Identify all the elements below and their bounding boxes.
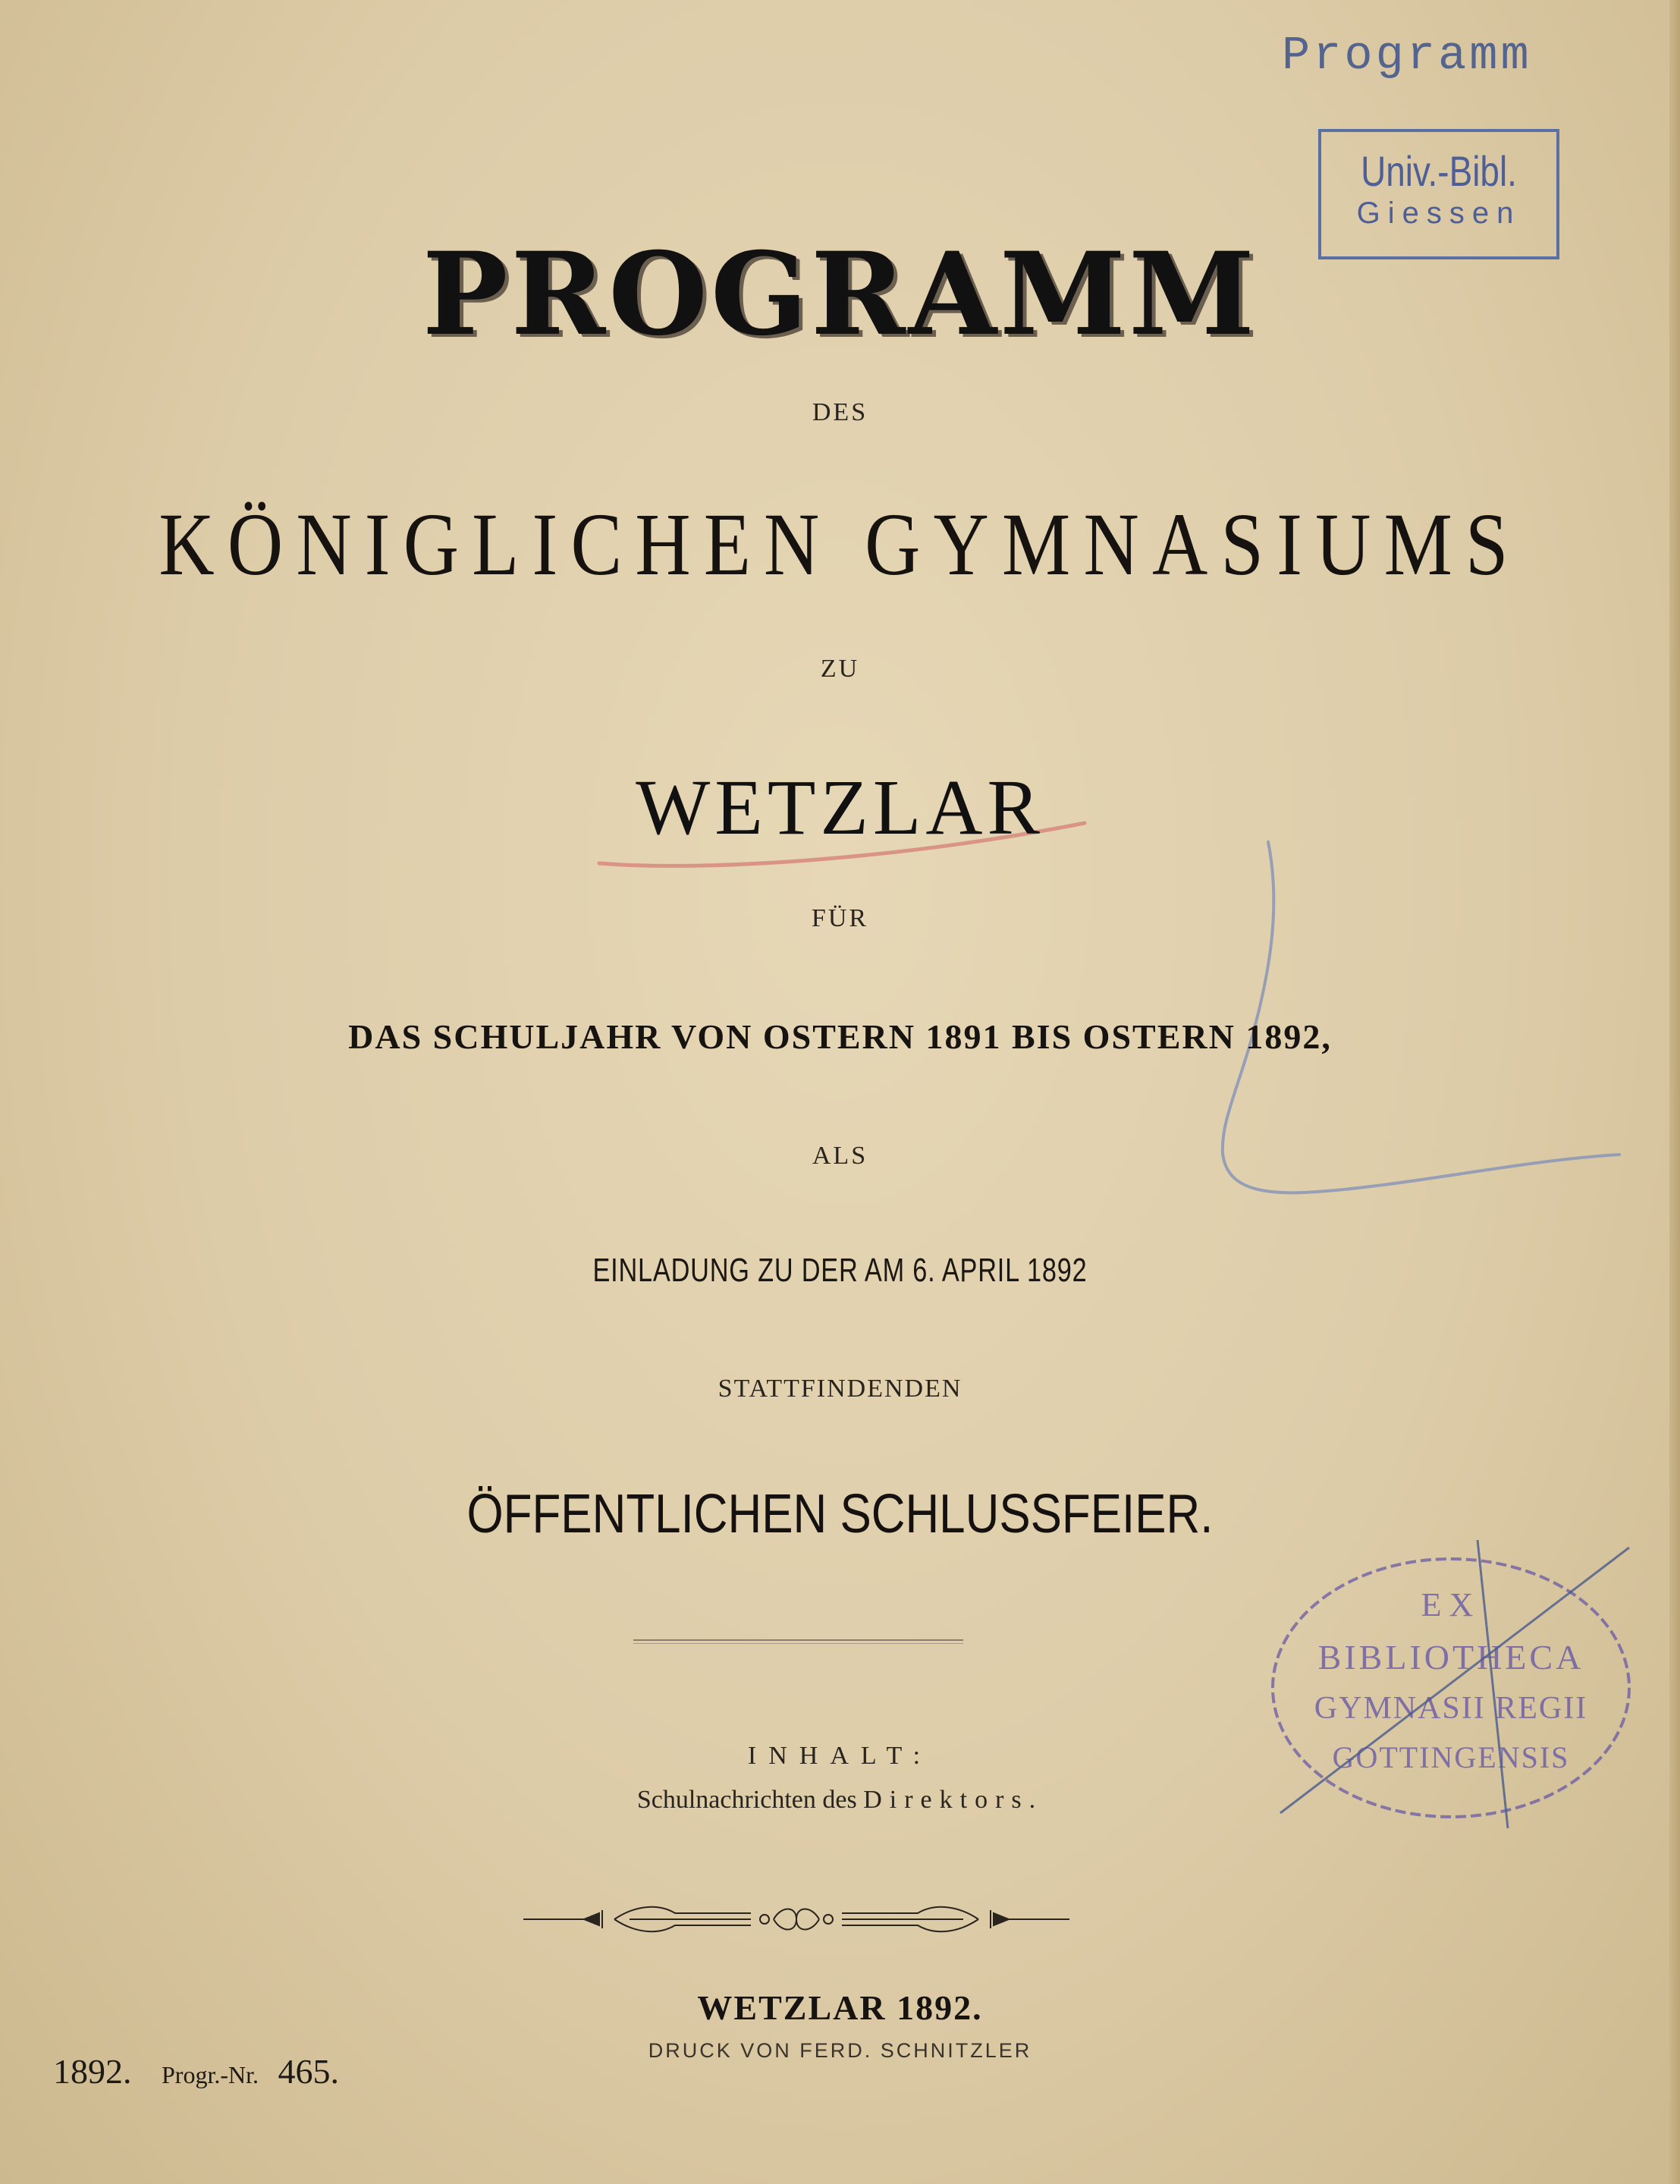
city-name: WETZLAR	[636, 764, 1044, 851]
institution-name: KÖNIGLICHEN GYMNASIUMS	[159, 495, 1521, 594]
contents-item-prefix: Schulnachrichten des	[636, 1786, 857, 1814]
invitation-line: EINLADUNG ZU DER AM 6. APRIL 1892	[592, 1252, 1088, 1289]
oval-stamp-line2: BIBLIOTHECA	[1317, 1638, 1584, 1676]
divider-rule	[633, 1639, 963, 1644]
catalog-number	[53, 2051, 339, 2091]
library-stamp-line2: Giessen	[1356, 196, 1521, 230]
oval-stamp-line1: EX	[1421, 1586, 1481, 1623]
imprint-printer: DRUCK VON FERD. SCHNITZLER	[648, 2039, 1032, 2062]
oval-stamp-line4: GOTTINGENSIS	[1332, 1740, 1570, 1774]
library-stamp-giessen	[1318, 129, 1559, 259]
imprint-place-year: WETZLAR 1892.	[697, 1988, 983, 2027]
title-programm: PROGRAMM	[422, 228, 1258, 361]
contents-label: INHALT:	[747, 1742, 933, 1770]
line-fuer: FÜR	[811, 904, 869, 932]
ornament-divider	[523, 1896, 1069, 1942]
school-year: DAS SCHULJAHR VON OSTERN 1891 BIS OSTERN 1892,	[348, 1017, 1332, 1056]
stamp-programm: Programm	[1282, 29, 1532, 83]
catalog-year: 1892.	[53, 2052, 132, 2091]
library-stamp-line1: Univ.-Bibl.	[1361, 147, 1517, 195]
line-zu: ZU	[820, 655, 860, 683]
oval-library-stamp	[1265, 1532, 1637, 1836]
event-name: ÖFFENTLICHEN SCHLUSSFEIER.	[466, 1484, 1214, 1545]
line-als: ALS	[812, 1142, 868, 1170]
catalog-number-value: 465.	[278, 2052, 339, 2091]
line-stattfindenden: STATTFINDENDEN	[718, 1375, 962, 1403]
contents-item-spaced: Direktors.	[863, 1786, 1044, 1814]
catalog-prog-label: Progr.-Nr.	[162, 2061, 259, 2088]
oval-stamp-line3: GYMNASII REGII	[1314, 1691, 1588, 1726]
line-des: DES	[812, 398, 868, 426]
